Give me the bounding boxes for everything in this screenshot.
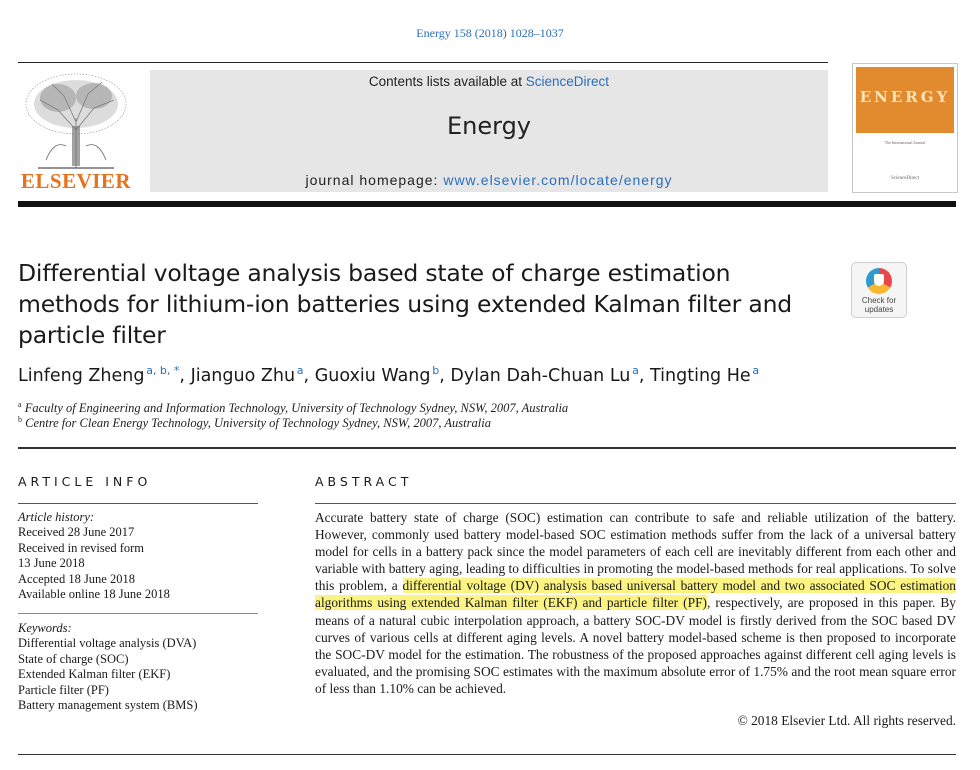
copyright-notice: © 2018 Elsevier Ltd. All rights reserved. <box>737 713 956 728</box>
author-name[interactable]: Linfeng Zheng <box>18 366 145 386</box>
affiliation-key: b <box>18 415 22 424</box>
author-name[interactable]: Tingting He <box>650 366 751 386</box>
history-item: 13 June 2018 <box>18 556 85 571</box>
article-title: Differential voltage analysis based state of charge estimation methods for lithium-ion batteries using extended Kalman filter and particle filter <box>18 259 793 349</box>
journal-cover-thumbnail[interactable] <box>852 63 958 193</box>
keyword-item: State of charge (SOC) <box>18 651 129 666</box>
keywords-rule <box>18 613 258 614</box>
cover-footer: ScienceDirect <box>890 176 920 181</box>
contents-line <box>150 74 828 89</box>
homepage-prefix: journal homepage: <box>305 172 439 188</box>
cover-title: ENERGY <box>859 88 951 106</box>
affiliation-text: Faculty of Engineering and Information Technology, University of Technology Sydney, NSW, 2007, Australia <box>24 401 569 415</box>
journal-citation[interactable]: Energy 158 (2018) 1028–1037 <box>416 26 564 40</box>
history-item: Accepted 18 June 2018 <box>18 571 135 586</box>
header-thick-rule <box>18 201 956 207</box>
check-updates-line1: Check for <box>861 296 897 305</box>
abstract-body <box>315 509 956 697</box>
author-separator: , <box>303 366 315 386</box>
author-name[interactable]: Jianguo Zhu <box>190 366 296 386</box>
abstract-text-after: , respectively, are proposed in this paper. By means of a natural cubic interpolation approach, a battery SOC-DV model is firstly derived from the SOC based DV curves of various cells at different aging levels. A novel battery model-based scheme is then proposed to incorporate the SOC-DV model for the estimation. The robustness of the proposed approaches against different cell aging levels is evaluated, and the promising SOC estimates with the maximum absolute error of 1.75% and the root mean square error of less than 1.10% can be achieved. <box>315 595 956 696</box>
elsevier-tree-icon <box>18 70 134 170</box>
abstract-heading: ABSTRACT <box>315 474 413 489</box>
affiliation-b <box>18 415 491 431</box>
sciencedirect-link[interactable]: ScienceDirect <box>525 74 610 89</box>
journal-banner <box>150 70 828 192</box>
check-updates-label <box>852 296 906 314</box>
keywords-list <box>18 621 197 713</box>
history-item: Received 28 June 2017 <box>18 525 135 540</box>
keyword-item: Extended Kalman filter (EKF) <box>18 667 171 682</box>
affiliation-text: Centre for Clean Energy Technology, University of Technology Sydney, NSW, 2007, Australia <box>25 416 491 430</box>
author-affiliation-sup[interactable]: a, b, * <box>146 364 180 377</box>
journal-name: Energy <box>446 112 532 140</box>
author-list <box>18 364 759 386</box>
affiliation-key: a <box>18 400 22 409</box>
article-history <box>18 510 170 602</box>
abstract-text-before: Accurate battery state of charge (SOC) estimation can contribute to safe and reliable utilization of the battery. However, commonly used battery model-based SOC estimation methods suffer from the lack of a universal battery model for cells in a battery pack since the model parameters of each cell are inevitably different from each other and variable with battery aging, leading to difficulties in promoting the model-based methods for real applications. To solve this problem, a <box>315 510 956 594</box>
section-divider <box>18 447 956 449</box>
homepage-line <box>150 172 828 188</box>
bottom-rule <box>18 754 956 755</box>
keywords-label: Keywords: <box>18 621 72 635</box>
keyword-item: Particle filter (PF) <box>18 682 109 697</box>
journal-homepage-link[interactable]: www.elsevier.com/locate/energy <box>443 172 673 188</box>
author-affiliation-sup[interactable]: a <box>752 364 760 377</box>
cover-subtitle: The International Journal <box>884 140 926 145</box>
contents-prefix: Contents lists available at <box>368 74 523 89</box>
author-affiliation-sup[interactable]: b <box>432 364 440 377</box>
affiliation-a <box>18 400 568 416</box>
history-item: Available online 18 June 2018 <box>18 587 170 602</box>
author-separator: , <box>638 366 651 386</box>
check-updates-line2: updates <box>864 305 894 314</box>
elsevier-logo[interactable] <box>18 70 134 194</box>
keyword-item: Differential voltage analysis (DVA) <box>18 636 197 651</box>
abstract-highlighted-text[interactable]: differential voltage (DV) analysis based universal battery model and two associated SOC estimation algorithms using extended Kalman filter (EKF) and particle filter (PF) <box>315 578 956 611</box>
abstract-rule <box>315 503 956 504</box>
crossmark-icon <box>866 268 892 294</box>
author-separator: , <box>179 366 191 386</box>
keyword-item: Battery management system (BMS) <box>18 698 198 713</box>
author-affiliation-sup[interactable]: a <box>632 364 639 377</box>
author-name[interactable]: Guoxiu Wang <box>314 366 431 386</box>
author-affiliation-sup[interactable]: a <box>296 364 304 377</box>
article-info-heading: ARTICLE INFO <box>18 474 152 489</box>
history-label: Article history: <box>18 510 95 524</box>
header-top-rule <box>18 62 828 63</box>
article-info-rule <box>18 503 258 504</box>
author-separator: , <box>439 366 451 386</box>
author-name[interactable]: Dylan Dah-Chuan Lu <box>450 366 631 386</box>
check-for-updates-button[interactable] <box>851 262 907 318</box>
history-item: Received in revised form <box>18 540 144 555</box>
elsevier-wordmark: ELSEVIER <box>20 169 132 193</box>
